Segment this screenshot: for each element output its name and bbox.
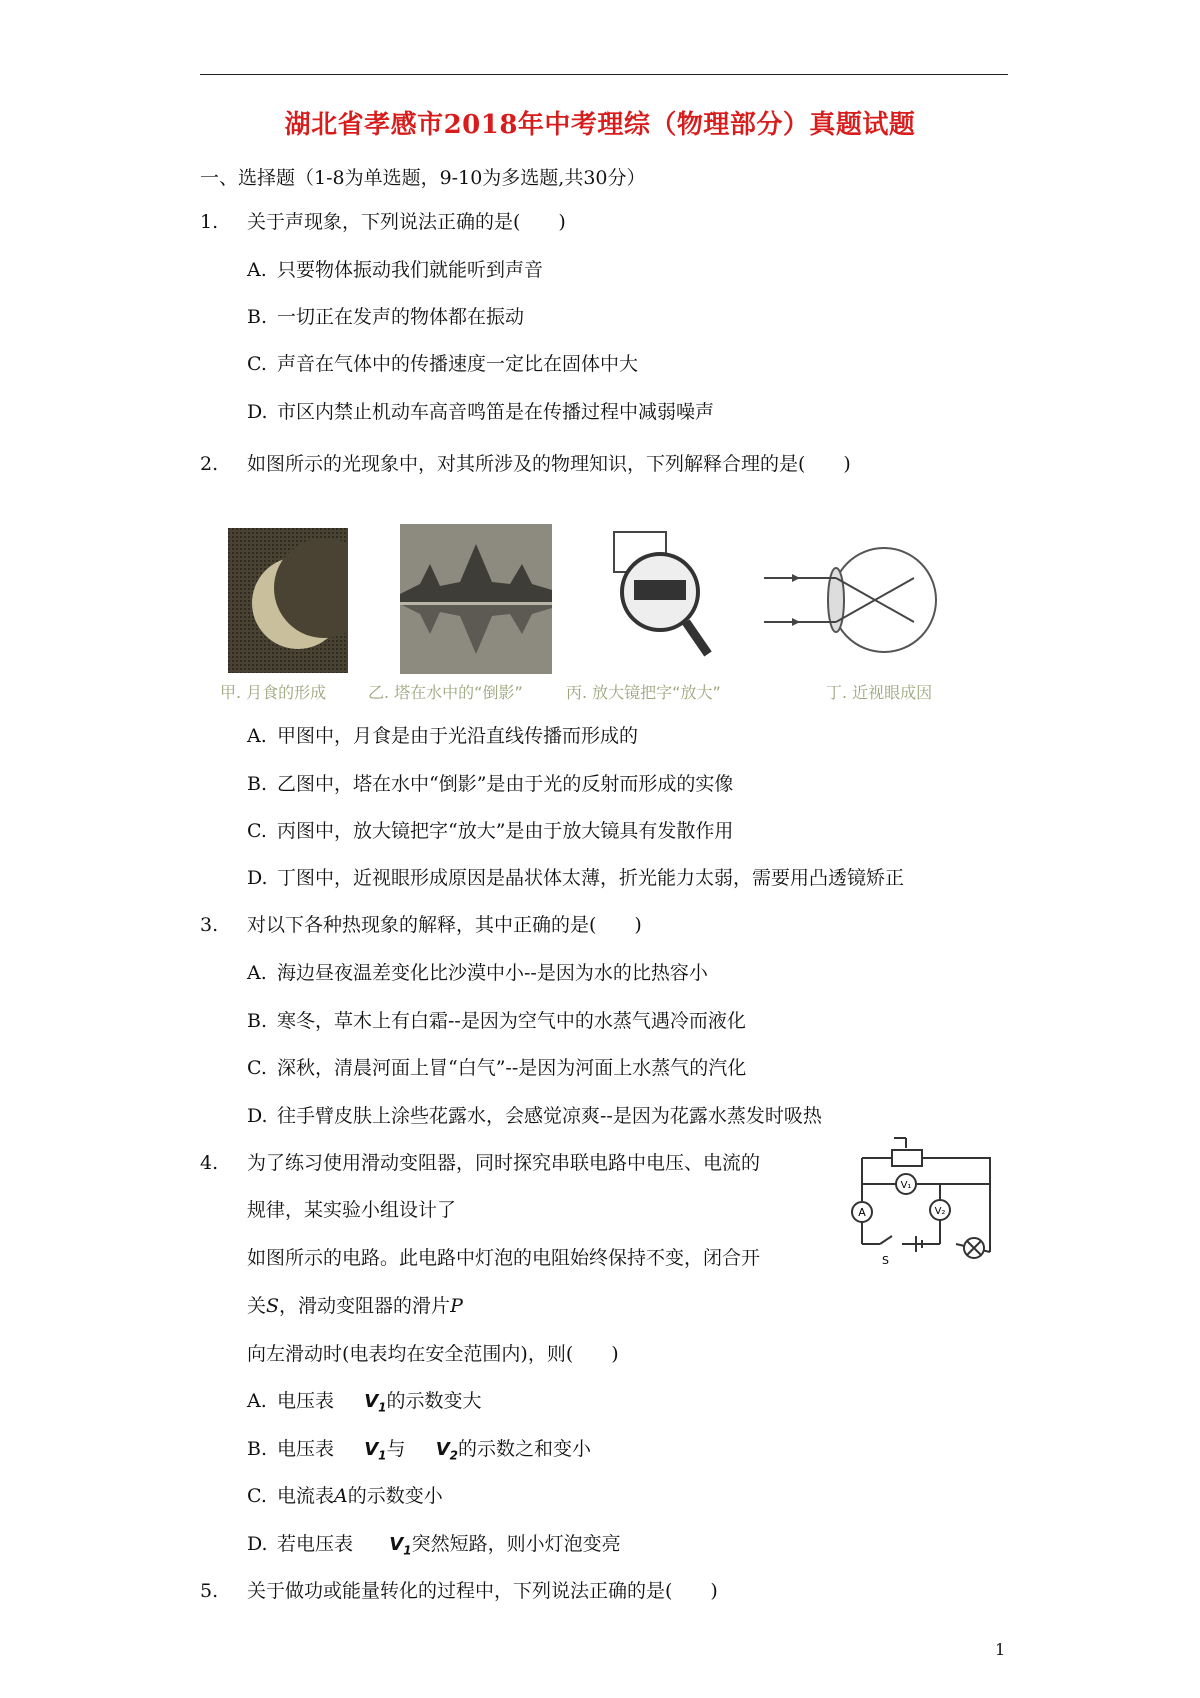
var-letter: V <box>435 1439 450 1460</box>
var-letter: V <box>364 1439 379 1460</box>
option-letter: B. <box>247 1010 268 1032</box>
question-stem-line: 向左滑动时(电表均在安全范围内)，则( ) <box>247 1343 619 1365</box>
option-text: 若电压表 <box>277 1533 354 1555</box>
stem-text: ，滑动变阻器的滑片 <box>279 1295 451 1317</box>
page-number: 1 <box>995 1640 1006 1659</box>
option-text: 的示数之和变小 <box>458 1438 592 1460</box>
option-text: 与 <box>386 1438 406 1460</box>
var-subscript: 2 <box>449 1448 459 1463</box>
question-stem-line: 如图所示的电路。此电路中灯泡的电阻始终保持不变，闭合开 <box>247 1247 761 1269</box>
switch-symbol: S <box>266 1295 280 1317</box>
v1-symbol-label: V₁ <box>900 1180 912 1191</box>
question-number: 2. <box>200 453 219 475</box>
voltmeter-v1 <box>364 1439 387 1463</box>
option-c <box>247 1056 746 1080</box>
myopia-eye-figure <box>764 540 944 660</box>
question-number: 3. <box>200 914 219 936</box>
option-b <box>247 305 524 329</box>
option-text: 电压表 <box>277 1390 335 1412</box>
option-letter: A. <box>247 962 267 984</box>
moon-eclipse-figure <box>228 528 348 673</box>
option-letter: D. <box>247 401 268 423</box>
question-stem-line: 规律，某实验小组设计了 <box>247 1199 457 1221</box>
voltmeter-v1 <box>364 1391 387 1415</box>
figure-caption-jia: 甲. 月食的形成 <box>220 683 327 702</box>
option-letter: D. <box>247 867 268 889</box>
option-b <box>247 1437 591 1468</box>
question-number: 1. <box>200 211 219 233</box>
question-stem: 关于做功或能量转化的过程中，下列说法正确的是( ) <box>247 1580 718 1602</box>
optics-figures <box>220 528 982 706</box>
magnifier-figure <box>612 530 712 660</box>
option-text: 往手臂皮肤上涂些花露水，会感觉凉爽--是因为花露水蒸发时吸热 <box>277 1105 822 1127</box>
page-title: 湖北省孝感市2018年中考理综（物理部分）真题试题 <box>284 110 916 140</box>
question-stem: 对以下各种热现象的解释，其中正确的是( ) <box>247 914 642 936</box>
circuit-diagram <box>840 1132 1000 1272</box>
option-c <box>247 1484 443 1508</box>
option-letter: C. <box>247 1485 267 1507</box>
ammeter-symbol-label: A <box>858 1206 866 1219</box>
option-text: 乙图中，塔在水中“倒影”是由于光的反射而形成的实像 <box>277 773 734 795</box>
option-letter: D. <box>247 1105 268 1127</box>
option-text: 的示数变小 <box>347 1485 443 1507</box>
option-text: 甲图中，月食是由于光沿直线传播而形成的 <box>277 725 639 747</box>
voltmeter-v1 <box>389 1534 412 1558</box>
var-subscript: 1 <box>378 1448 387 1463</box>
var-letter: V <box>364 1391 379 1412</box>
switch-label: S <box>882 1254 889 1267</box>
option-text: 深秋，清晨河面上冒“白气”--是因为河面上水蒸气的汽化 <box>277 1057 747 1079</box>
question-number: 4. <box>200 1152 219 1174</box>
option-text: 一切正在发声的物体都在振动 <box>277 306 525 328</box>
figure-caption-yi: 乙. 塔在水中的“倒影” <box>368 683 523 702</box>
option-text: 丙图中，放大镜把字“放大”是由于放大镜具有发散作用 <box>277 820 734 842</box>
option-text: 突然短路，则小灯泡变亮 <box>411 1533 621 1555</box>
option-d <box>247 866 904 890</box>
option-letter: C. <box>247 353 267 375</box>
question-number: 5. <box>200 1580 219 1602</box>
ammeter-symbol: A <box>334 1485 348 1507</box>
option-text: 只要物体振动我们就能听到声音 <box>277 259 544 281</box>
option-letter: B. <box>247 1438 268 1460</box>
option-letter: B. <box>247 773 268 795</box>
option-d <box>247 1104 822 1128</box>
v2-symbol-label: V₂ <box>934 1206 946 1217</box>
option-letter: A. <box>247 259 267 281</box>
option-a <box>247 258 543 282</box>
var-subscript: 1 <box>378 1400 387 1415</box>
question-stem: 关于声现象，下列说法正确的是( ) <box>247 211 566 233</box>
voltmeter-v2 <box>435 1439 459 1463</box>
option-letter: A. <box>247 1390 267 1412</box>
option-d <box>247 400 714 424</box>
option-letter: D. <box>247 1533 268 1555</box>
section-heading: 一、选择题（1-8为单选题，9-10为多选题,共30分） <box>200 167 646 189</box>
option-text: 的示数变大 <box>386 1390 482 1412</box>
option-c <box>247 352 638 376</box>
question-stem-line <box>247 1294 463 1318</box>
option-b <box>247 1009 746 1033</box>
option-text: 市区内禁止机动车高音鸣笛是在传播过程中减弱噪声 <box>277 401 715 423</box>
figure-caption-bing: 丙. 放大镜把字“放大” <box>566 683 721 702</box>
option-c <box>247 819 733 843</box>
option-b <box>247 772 733 796</box>
option-a <box>247 1389 482 1420</box>
header-rule <box>200 74 1008 75</box>
slider-symbol: P <box>450 1295 463 1317</box>
option-letter: C. <box>247 1057 267 1079</box>
option-text: 丁图中，近视眼形成原因是晶状体太薄，折光能力太弱，需要用凸透镜矫正 <box>277 867 905 889</box>
option-letter: C. <box>247 820 267 842</box>
figure-caption-ding: 丁. 近视眼成因 <box>826 683 933 702</box>
var-letter: V <box>389 1534 404 1555</box>
option-a <box>247 724 638 748</box>
option-text: 寒冬，草木上有白霜--是因为空气中的水蒸气遇冷而液化 <box>277 1010 746 1032</box>
var-subscript: 1 <box>403 1543 412 1558</box>
option-a <box>247 961 708 985</box>
question-stem-line: 为了练习使用滑动变阻器，同时探究串联电路中电压、电流的 <box>247 1152 761 1174</box>
option-text: 声音在气体中的传播速度一定比在固体中大 <box>277 353 639 375</box>
option-letter: B. <box>247 306 268 328</box>
stem-text: 关 <box>247 1295 267 1317</box>
option-d <box>247 1532 621 1563</box>
tower-reflection-figure <box>400 524 552 674</box>
option-letter: A. <box>247 725 267 747</box>
question-stem: 如图所示的光现象中，对其所涉及的物理知识，下列解释合理的是( ) <box>247 453 851 475</box>
option-text: 海边昼夜温差变化比沙漠中小--是因为水的比热容小 <box>277 962 708 984</box>
option-text: 电流表 <box>277 1485 335 1507</box>
option-text: 电压表 <box>277 1438 335 1460</box>
